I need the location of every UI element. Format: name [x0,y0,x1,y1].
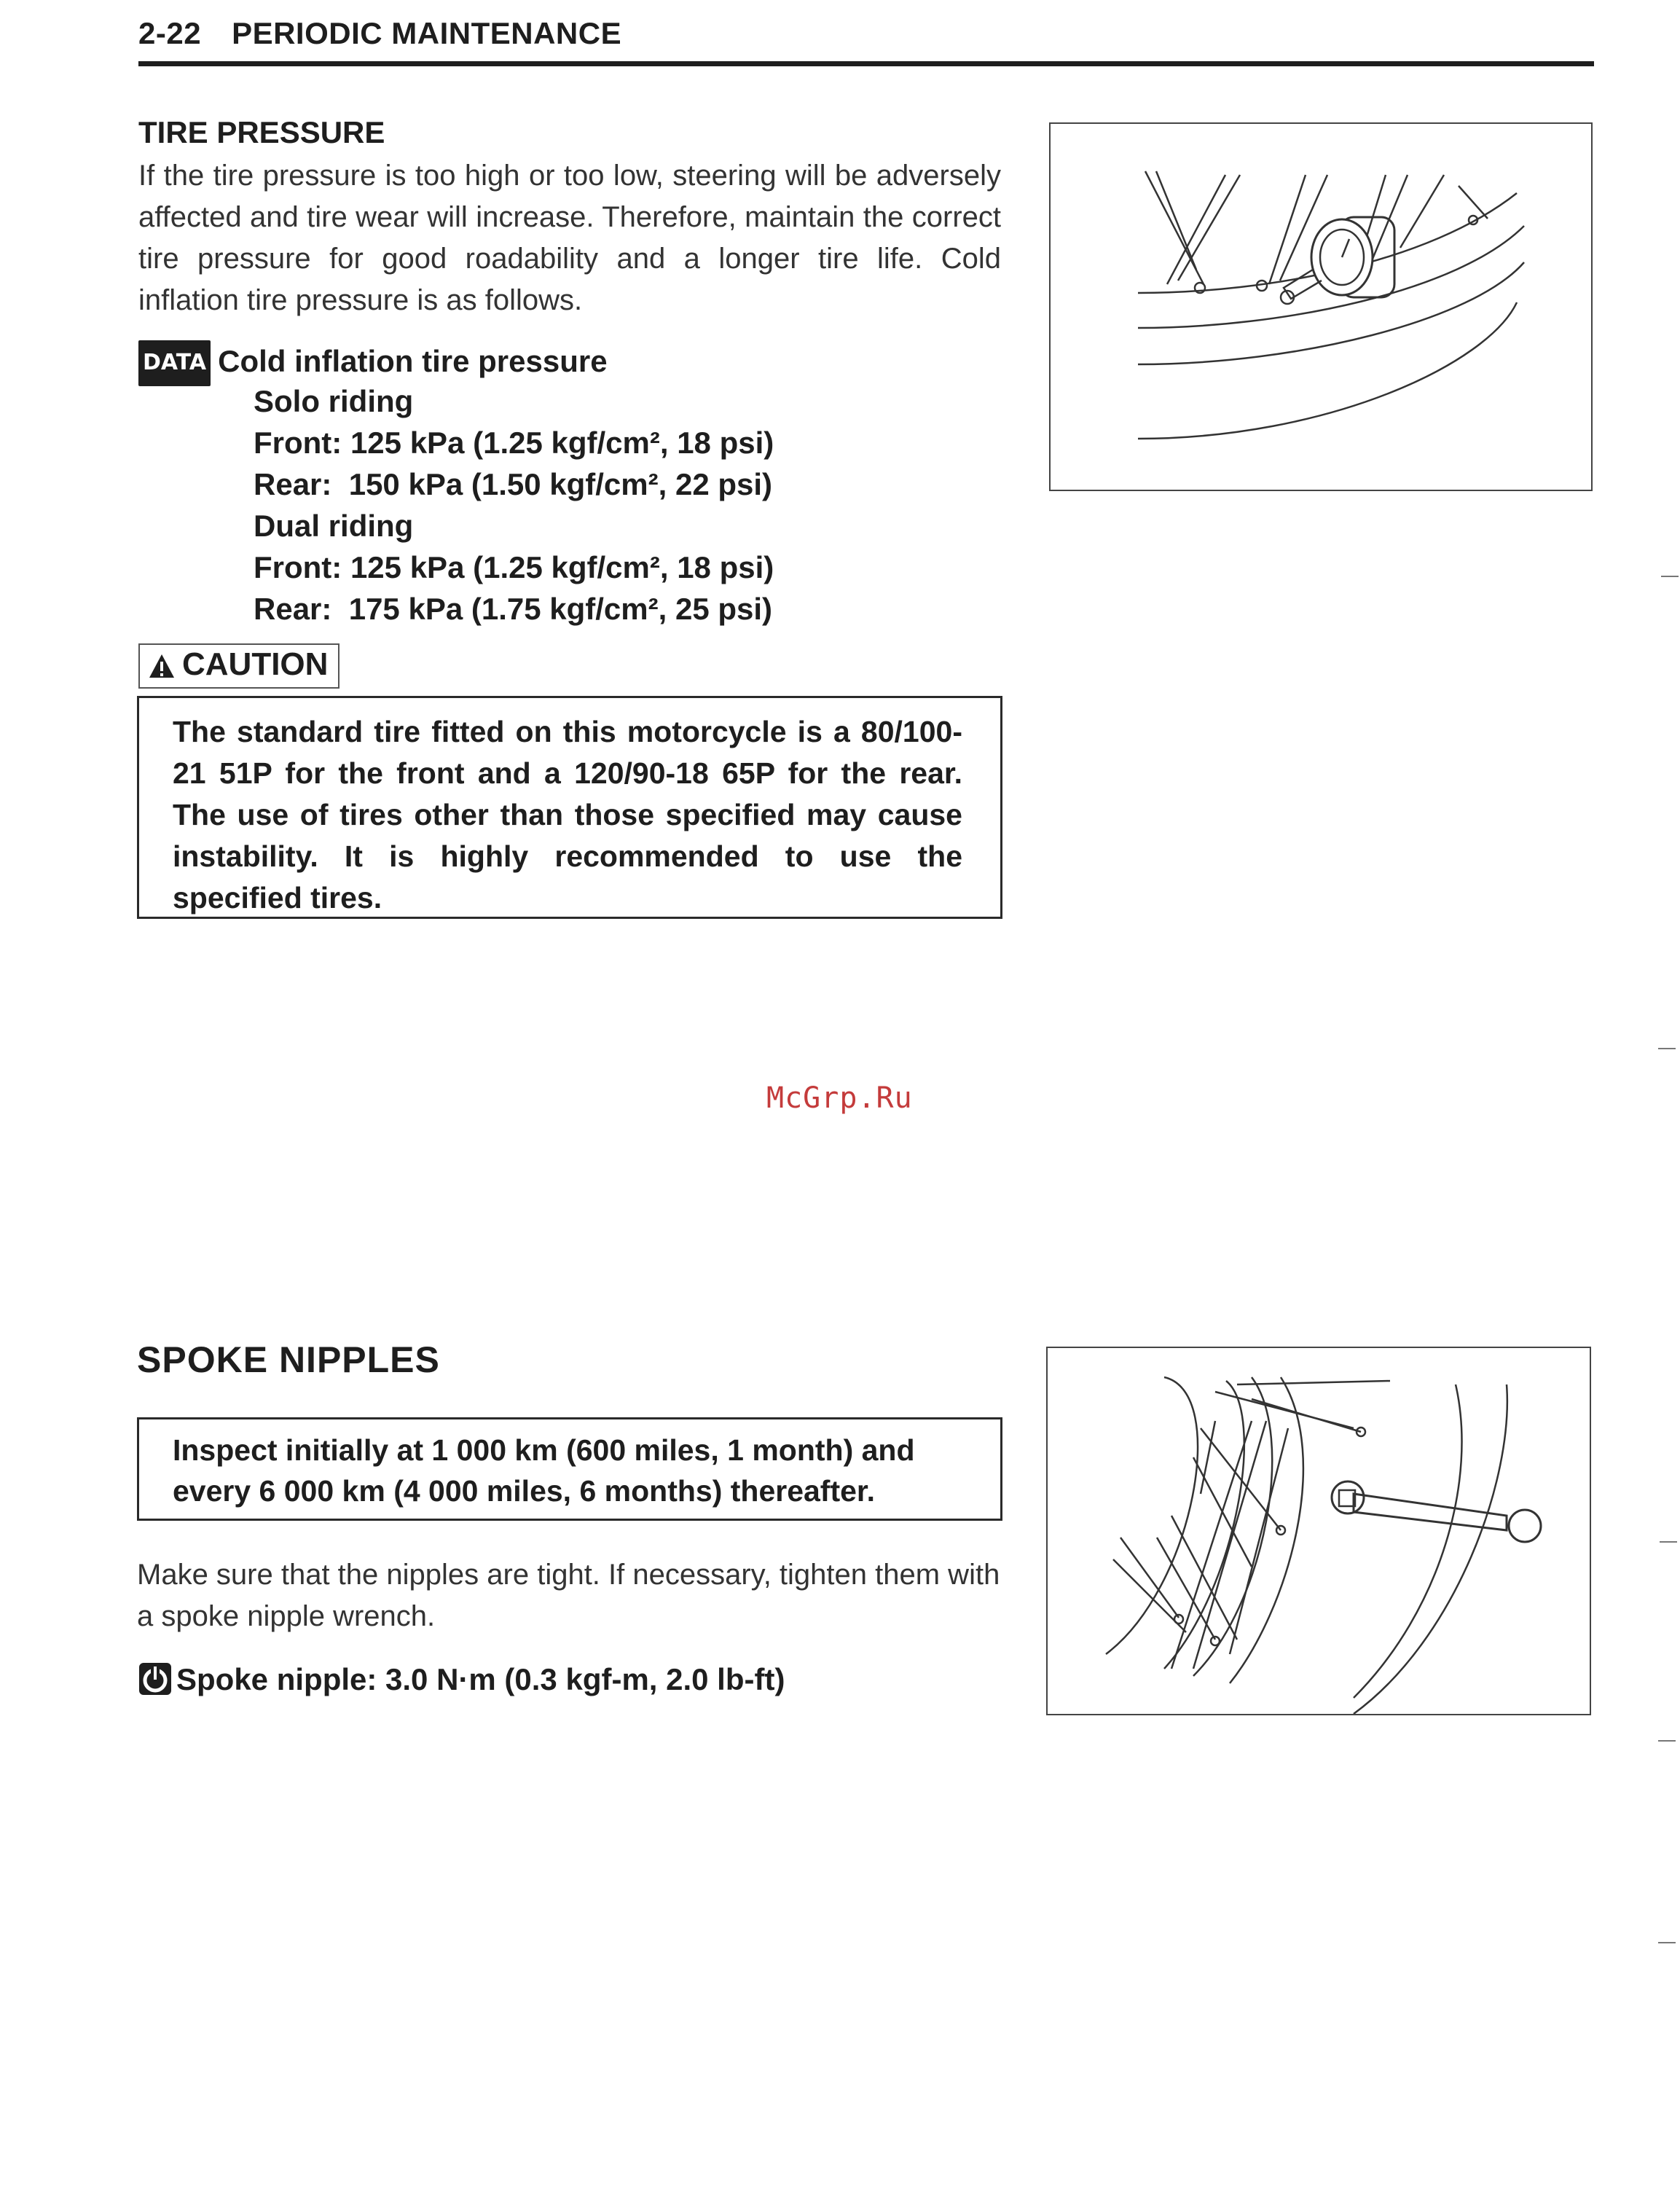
torque-wrench-icon [138,1662,172,1696]
tire-pressure-intro: If the tire pressure is too high or too low, steering will be adversely affected and tire wear will increase. Therefore, maintain the correct tire pressure for good roadability and a longer tire life. Cold inflation tire pressure is as follows. [138,160,1001,316]
tire-gauge-illustration [1051,124,1591,490]
torque-spec: Spoke nipple: 3.0 N·m (0.3 kgf-m, 2.0 lb-ft) [176,1662,785,1696]
spoke-instruction: Make sure that the nipples are tight. If necessary, tighten them with a spoke nipple wrench. [137,1559,1000,1632]
margin-tick [1658,1942,1676,1943]
caution-text: The standard tire fitted on this motorcycle is a 80/100-21 51P for the front and a 120/90-18 65P for the rear. The use of tires other than those specified may cause instability. It is highly recommended to use the specified tires. [173,715,962,914]
watermark: McGrp.Ru [766,1081,913,1115]
caution-box [137,696,1002,919]
header-rule [138,61,1594,66]
page-header [138,16,621,51]
tire-pressure-heading: TIRE PRESSURE [138,115,385,149]
section-title: PERIODIC MAINTENANCE [232,16,622,50]
spoke-wrench-illustration [1048,1348,1590,1714]
margin-tick [1660,1541,1677,1543]
dual-front-value: Front: 125 kPa (1.25 kgf/cm², 18 psi) [254,550,774,584]
torque-spec-row [138,1658,785,1700]
spec-title: Cold inflation tire pressure [218,344,608,378]
spec-title-row [138,340,608,386]
dual-riding-label: Dual riding [254,509,414,543]
spoke-nipples-heading: SPOKE NIPPLES [137,1339,440,1380]
solo-rear-value: Rear: 150 kPa (1.50 kgf/cm², 22 psi) [254,467,773,501]
data-icon: DATA [138,340,211,386]
spec-list [254,380,909,630]
inspection-interval-text: Inspect initially at 1 000 km (600 miles, 1 month) and every 6 000 km (4 000 miles, 6 months) thereafter. [173,1433,915,1508]
caution-tag [138,643,339,689]
margin-tick [1658,1048,1676,1049]
margin-tick [1658,1740,1676,1742]
spoke-wrench-figure [1046,1347,1591,1715]
inspection-interval-box [137,1417,1002,1521]
page-number: 2-22 [138,16,202,50]
solo-riding-label: Solo riding [254,384,414,418]
margin-tick [1661,576,1679,577]
warning-triangle-icon [149,654,175,678]
caution-label: CAUTION [182,646,329,682]
solo-front-value: Front: 125 kPa (1.25 kgf/cm², 18 psi) [254,426,774,460]
dual-rear-value: Rear: 175 kPa (1.75 kgf/cm², 25 psi) [254,592,773,626]
tire-gauge-figure [1049,122,1593,491]
